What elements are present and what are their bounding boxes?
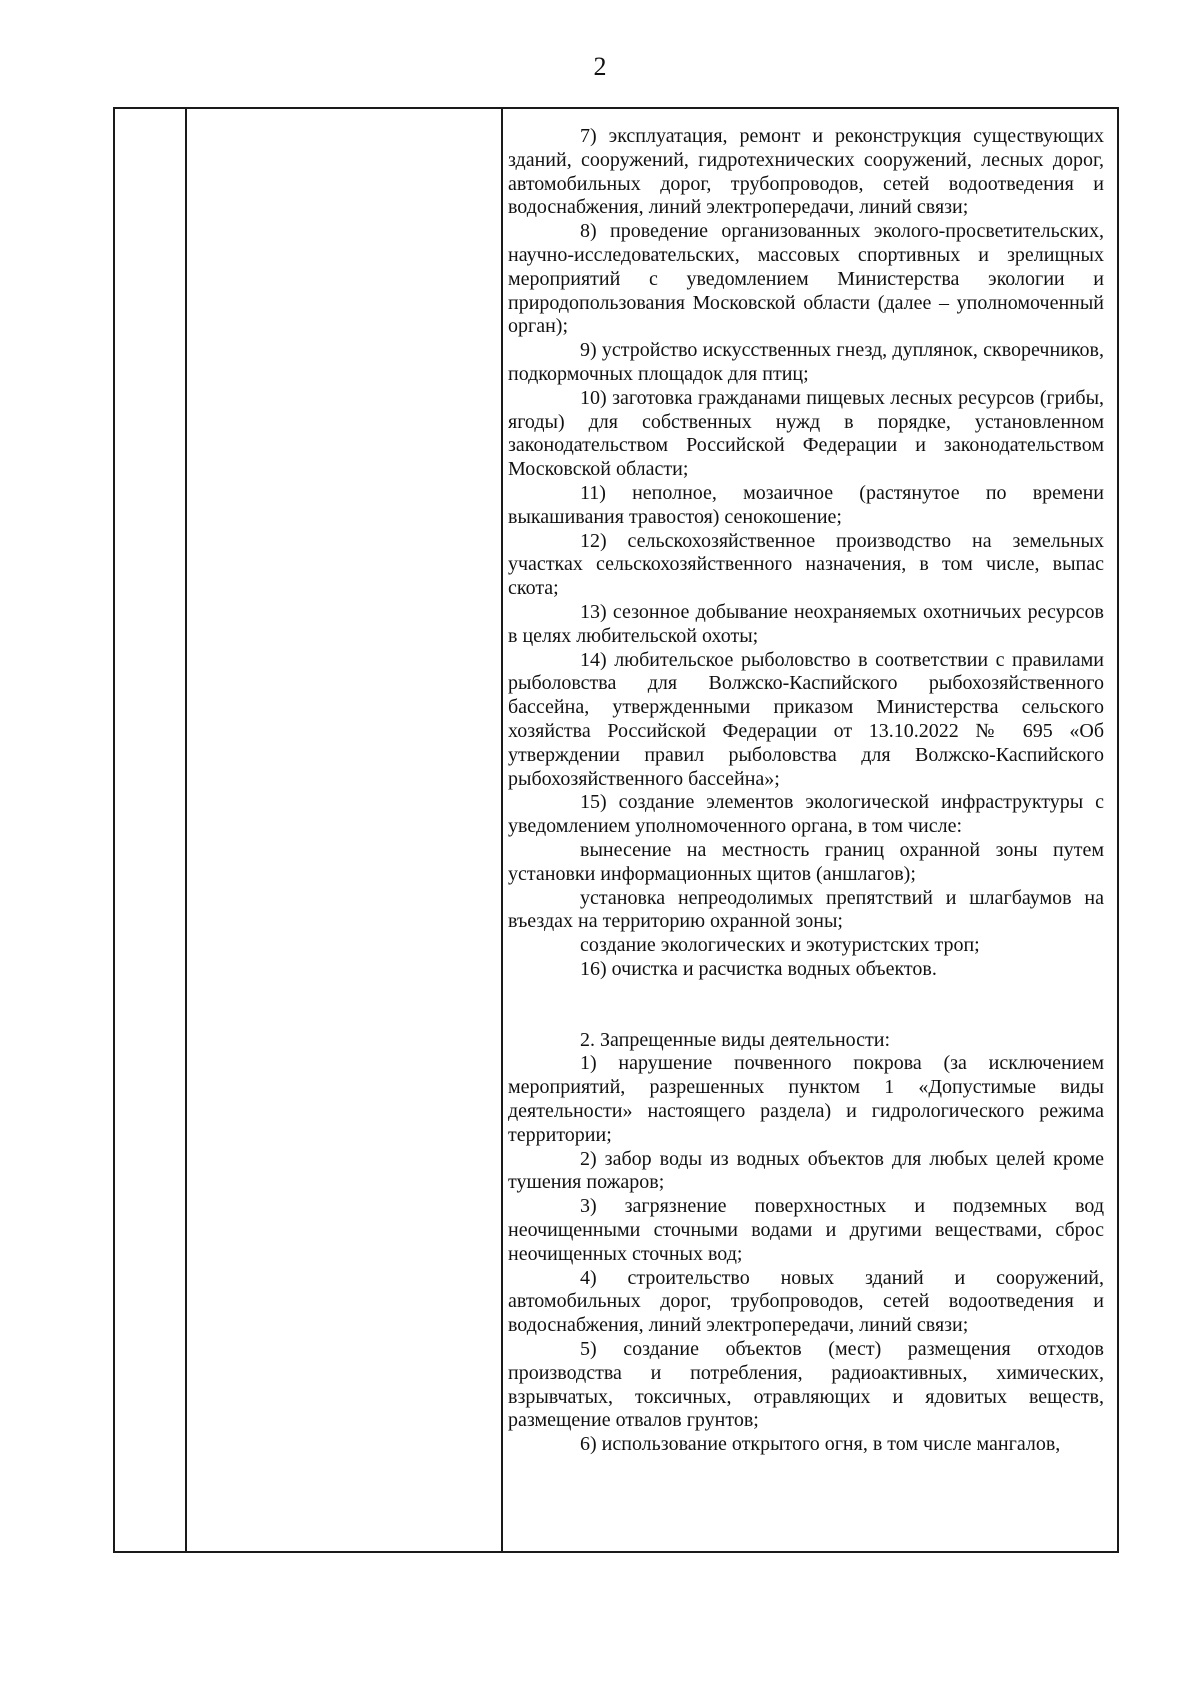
document-table	[113, 107, 1119, 1553]
page-number: 2	[593, 52, 607, 81]
list-item-14: 14) любительское рыболовство в соответствии с правилами рыболовства для Волжско-Каспийского рыбохозяйственного бассейна, утвержденными приказом Министерства сельского хозяйства Российской Федерации от 13.10.2022 № 695 «Об утверждении правил рыболовства для Волжско-Каспийского рыбохозяйственного бассейна»;	[508, 648, 1104, 790]
list-item-8: 8) проведение организованных эколого-просветительских, научно-исследовательских, массовых спортивных и зрелищных мероприятий с уведомлением Министерства экологии и природопользования Московской области (далее – уполномоченный орган);	[508, 220, 1104, 338]
list-item-11: 11) неполное, мозаичное (растянутое по времени выкашивания травостоя) сенокошение;	[508, 481, 1104, 528]
list-item-13: 13) сезонное добывание неохраняемых охотничьих ресурсов в целях любительской охоты;	[508, 600, 1104, 647]
table-column-divider-2	[501, 109, 503, 1551]
regime-text-cell	[508, 125, 1104, 1457]
table-column-divider-1	[185, 109, 187, 1551]
prohibited-item-4: 4) строительство новых зданий и сооружений, автомобильных дорог, трубопроводов, сетей водоотведения и водоснабжения, линий электропередачи, линий связи;	[508, 1266, 1104, 1337]
prohibited-item-1: 1) нарушение почвенного покрова (за исключением мероприятий, разрешенных пунктом 1 «Допустимые виды деятельности» настоящего раздела) и гидрологического режима территории;	[508, 1052, 1104, 1146]
prohibited-item-3: 3) загрязнение поверхностных и подземных вод неочищенными сточными водами и другими веществами, сброс неочищенных сточных вод;	[508, 1195, 1104, 1265]
list-item-15: 15) создание элементов экологической инфраструктуры с уведомлением уполномоченного органа, в том числе:	[508, 791, 1104, 838]
section-gap	[508, 982, 1104, 1029]
prohibited-item-6: 6) использование открытого огня, в том числе мангалов,	[580, 1433, 1061, 1456]
prohibited-item-2: 2) забор воды из водных объектов для любых целей кроме тушения пожаров;	[508, 1147, 1104, 1194]
list-item-9: 9) устройство искусственных гнезд, дуплянок, скворечников, подкормочных площадок для птиц;	[508, 339, 1104, 385]
prohibited-item-5: 5) создание объектов (мест) размещения отходов производства и потребления, радиоактивных, химических, взрывчатых, токсичных, отравляющих и ядовитых веществ, размещение отвалов грунтов;	[508, 1338, 1104, 1432]
list-item-12: 12) сельскохозяйственное производство на земельных участках сельскохозяйственного назначения, в том числе, выпас скота;	[508, 529, 1104, 600]
list-item-10: 10) заготовка гражданами пищевых лесных ресурсов (грибы, ягоды) для собственных нужд в порядке, установленном законодательством Российской Федерации и законодательством Московской области;	[508, 386, 1104, 481]
section-2-heading: 2. Запрещенные виды деятельности:	[580, 1028, 891, 1051]
sub-item-boundary-marking: вынесение на местность границ охранной зоны путем установки информационных щитов (аншлагов);	[508, 838, 1104, 885]
list-item-7: 7) эксплуатация, ремонт и реконструкция существующих зданий, сооружений, гидротехнических сооружений, лесных дорог, автомобильных дорог, трубопроводов, сетей водоотведения и водоснабжения, линий электропередачи, линий связи;	[508, 125, 1104, 219]
sub-item-barriers: установка непреодолимых препятствий и шлагбаумов на въездах на территорию охранной зоны;	[508, 886, 1104, 933]
list-item-16: 16) очистка и расчистка водных объектов.	[580, 957, 937, 980]
sub-item-eco-trails: создание экологических и экотуристских троп;	[580, 934, 980, 957]
